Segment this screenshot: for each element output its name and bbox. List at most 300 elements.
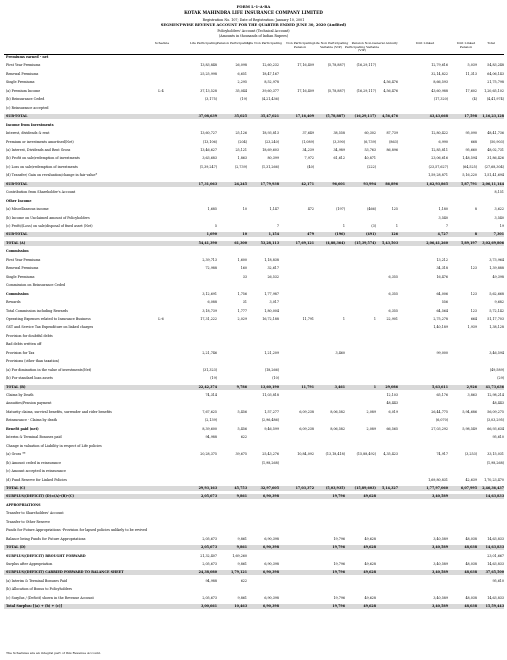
footnote: The Schedules are an integral part of this Revenue Account.	[6, 651, 101, 655]
value-cell: 31	[242, 300, 247, 305]
statement-title: SEGMENT-WISE REVENUE ACCOUNT FOR THE QUARTER ENDED JUNE 30, 2020 (Audited)	[160, 23, 347, 27]
value-cell: 9,861	[237, 595, 247, 600]
value-cell: 472	[307, 207, 314, 212]
row-label: Premium or investments amortised(Net)	[6, 139, 74, 144]
value-cell: 6,355	[388, 308, 398, 313]
value-cell: 39,675	[235, 452, 247, 457]
value-cell: 22,42,374	[198, 384, 217, 389]
value-cell: 7,972	[304, 156, 314, 161]
value-cell: 48,038	[465, 562, 477, 566]
value-cell: 5,039	[467, 63, 477, 68]
value-cell: (64,525)	[462, 164, 477, 169]
value-cell: (23,57,627)	[428, 164, 448, 169]
subtotal-row	[4, 604, 504, 609]
subtotal-row	[4, 182, 504, 187]
value-cell: 60,302	[364, 131, 376, 136]
value-cell: 6,90,398	[264, 562, 279, 566]
table-row	[4, 55, 504, 60]
value-cell: 1,80,004	[264, 308, 279, 313]
value-cell: 26,098	[235, 63, 247, 68]
value-cell: 34,318	[436, 266, 448, 271]
value-cell: 8,151	[494, 190, 504, 195]
column-header-2: Pension Participating	[216, 41, 251, 45]
value-cell: 4,56,476	[381, 114, 398, 119]
value-cell: 6,90,398	[262, 494, 279, 499]
value-cell: (197)	[336, 207, 345, 212]
value-cell: 1,69,80,831	[428, 477, 448, 482]
subtotal-row	[4, 570, 504, 575]
row-label: Change in valuation of Liability in respect of Life policies	[6, 443, 102, 448]
value-cell: 40,871	[364, 156, 376, 161]
value-cell: 19,796	[333, 595, 345, 600]
table-row	[4, 292, 504, 297]
row-label: SUB-TOTAL	[6, 232, 28, 237]
value-cell: 66,93,634	[487, 426, 504, 431]
value-cell: 41,73,636	[485, 384, 504, 389]
value-cell: 1,21,209	[264, 350, 279, 355]
value-cell: (17,320)	[433, 97, 448, 102]
table-row	[4, 249, 504, 254]
value-cell: 54,41,390	[198, 240, 217, 245]
value-cell: 6,019	[388, 409, 398, 414]
value-cell: 34,239	[302, 147, 314, 152]
value-cell: 23,06,616	[431, 156, 448, 161]
table-row	[4, 511, 504, 516]
value-cell: (49,589)	[489, 367, 504, 372]
value-cell: 21,75,798	[487, 80, 504, 85]
table-row	[4, 435, 504, 440]
value-cell: 14,63,833	[485, 545, 504, 550]
value-cell: 49,628	[364, 595, 376, 600]
value-cell: 42,639	[465, 477, 477, 482]
value-cell: 3,40,589	[431, 604, 448, 609]
table-row	[4, 342, 504, 347]
value-cell: 6,088	[207, 300, 217, 305]
value-cell: (15,39,574)	[354, 240, 376, 245]
row-label: (c) Amount accepted in reinsurance	[6, 469, 66, 474]
row-label: Rewards	[6, 300, 21, 305]
value-cell: 17,598	[464, 114, 477, 119]
value-cell: (196)	[334, 232, 345, 237]
value-cell: 2,089	[366, 409, 376, 414]
value-cell: 53,763	[364, 147, 376, 152]
value-cell: 125	[391, 207, 398, 212]
table-row	[4, 478, 504, 483]
value-cell: 10,84,092	[297, 452, 314, 457]
value-cell: 5,456	[237, 409, 247, 414]
value-cell: 25,25,998	[200, 71, 217, 76]
value-cell: (27,68,304)	[484, 164, 504, 169]
value-cell: 17,602	[465, 88, 477, 93]
value-cell: 49,628	[364, 562, 376, 566]
row-label: Renewal Premiums	[6, 71, 39, 76]
value-cell: 160	[240, 266, 247, 271]
value-cell: 17,03,372	[295, 485, 314, 490]
value-cell: 2,05,673	[202, 595, 217, 600]
value-cell: 48,443	[492, 401, 504, 406]
row-label: Reinsurance - Claims by death	[6, 418, 58, 423]
value-cell: 1,38,128	[489, 325, 504, 330]
row-label: Claims by Death	[6, 393, 34, 397]
table-row	[4, 351, 504, 356]
value-cell: 94,988	[205, 578, 217, 583]
value-cell: 15,59,443	[485, 604, 504, 609]
table-row	[4, 300, 504, 305]
value-cell: 48,02,731	[487, 147, 504, 152]
row-label: Commission	[6, 249, 29, 254]
value-cell: 622	[240, 435, 247, 440]
value-cell: 17,31,063	[198, 181, 217, 186]
row-label: SURPLUS/(DEFICIT) CARRIED FORWARD TO BALANCE SHEET	[6, 570, 124, 575]
value-cell: (31,323)	[202, 367, 217, 372]
row-label: Commission on Reinsurance Ceded	[6, 283, 66, 288]
form-title: FORM L-1-A-RA	[236, 4, 271, 9]
table-row	[4, 140, 504, 145]
row-label: (b) Income on Unclaimed amount of Policyholders	[6, 215, 90, 220]
value-cell: 2,926	[466, 384, 477, 389]
value-cell: 12,80,422	[431, 131, 448, 136]
row-label: Renewal Premiums	[6, 266, 39, 271]
row-label: Other Income	[6, 198, 32, 203]
value-cell: 29,086	[385, 384, 398, 389]
table-row	[4, 224, 504, 229]
row-label: Transfer to Shareholders' Account	[6, 511, 64, 516]
value-cell: 17,16,409	[297, 63, 314, 68]
row-label: SUB-TOTAL	[6, 114, 28, 119]
value-cell: 4,56,476	[383, 80, 398, 85]
row-label: SURPLUS/(DEFICIT) BROUGHT FORWARD	[6, 553, 86, 558]
value-cell: 16,476	[436, 274, 448, 279]
value-cell: (10)	[272, 376, 279, 381]
value-cell: (19)	[210, 376, 217, 381]
value-cell: 6,09,238	[299, 426, 314, 431]
value-cell: 3,017	[269, 300, 279, 305]
value-cell: 9,861	[237, 536, 247, 541]
value-cell: 3,40,589	[431, 570, 448, 575]
value-cell: 1,180	[438, 207, 448, 212]
table-row	[4, 131, 504, 136]
value-cell: 8,52,978	[264, 80, 279, 85]
value-cell: 556	[441, 300, 448, 305]
value-cell: 3,73,964	[489, 257, 504, 262]
value-cell: 99,000	[436, 350, 448, 355]
value-cell: 1,48,594	[462, 156, 477, 161]
value-cell: 34,989	[333, 147, 345, 152]
value-cell: 43,60,988	[431, 88, 448, 93]
value-cell: (29)	[497, 376, 504, 381]
value-cell: 74,314	[205, 393, 217, 397]
value-cell: (491)	[365, 232, 376, 237]
value-cell: 5,14,327	[381, 485, 398, 490]
value-cell: 64,006	[436, 291, 448, 296]
subtotal-row	[4, 385, 504, 390]
table-row	[4, 97, 504, 102]
value-cell: 2,05,673	[202, 562, 217, 566]
value-cell: (5,78,887)	[327, 88, 345, 93]
value-cell: 668	[470, 139, 477, 144]
value-cell: 10,463	[234, 604, 247, 609]
value-cell: (5,03,935)	[325, 485, 345, 490]
value-cell: 1,20,65,102	[484, 88, 504, 93]
value-cell: 35,044	[235, 88, 247, 93]
value-cell: 3,40,589	[433, 536, 448, 541]
value-cell: 93,994	[363, 181, 376, 186]
value-cell: 48,038	[465, 595, 477, 600]
row-label: TOTAL (D)	[6, 545, 26, 550]
value-cell: 5	[214, 224, 217, 228]
table-row	[4, 334, 504, 339]
value-cell: 23,01,667	[487, 553, 504, 558]
value-cell: 13,212	[436, 257, 448, 262]
row-label: (b) Reinsurance Ceded	[6, 97, 45, 102]
table-row	[4, 283, 504, 288]
row-label: Provision for Tax	[6, 350, 35, 355]
value-cell: 1,147	[269, 207, 279, 212]
table-row	[4, 106, 504, 111]
table-row	[4, 528, 504, 533]
value-cell: 48,038	[465, 536, 477, 541]
value-cell: 5,94,686	[462, 409, 477, 414]
table-row	[4, 156, 504, 161]
value-cell: 5,87,791	[460, 181, 477, 186]
value-cell: 1,863	[237, 156, 247, 161]
value-cell: 5,63,611	[431, 384, 448, 389]
value-cell: 13,83,848	[200, 63, 217, 68]
value-cell: 1,39,888	[489, 266, 504, 271]
value-cell: 3,40,589	[431, 545, 448, 550]
value-cell: 65,176	[436, 393, 448, 397]
table-row	[4, 444, 504, 449]
value-cell: (1,98,268)	[486, 460, 504, 465]
value-cell: 3,40,589	[433, 595, 448, 600]
value-cell: (6,739)	[363, 139, 376, 144]
value-cell: (3,253)	[464, 452, 477, 457]
value-cell: (2,96,486)	[261, 418, 279, 423]
value-cell: (4,21,436)	[261, 97, 279, 102]
subtotal-row	[4, 232, 504, 237]
value-cell: 7	[276, 224, 279, 228]
value-cell: 96,601	[332, 181, 345, 186]
subtotal-row	[4, 241, 504, 246]
value-cell: 32,97,605	[260, 485, 279, 490]
value-cell: 22,901	[386, 316, 398, 321]
value-cell: 1,57,277	[264, 409, 279, 414]
value-cell: 2,39,713	[202, 257, 217, 262]
value-cell: (3,03,295)	[486, 418, 504, 423]
table-row	[4, 63, 504, 68]
value-cell: 6,355	[388, 291, 398, 296]
value-cell: 5,62,668	[489, 291, 504, 296]
value-cell: (13,18,418)	[325, 452, 345, 457]
value-cell: 3,460	[335, 350, 345, 355]
value-cell: 3,46,594	[489, 350, 504, 355]
row-label: (a) Gross **	[6, 452, 26, 457]
value-cell: (2,739)	[234, 164, 247, 169]
value-cell: 10	[242, 207, 247, 212]
value-cell: 1,18,838	[264, 257, 279, 262]
value-cell: 37,65,500	[485, 570, 504, 575]
value-cell: 37,13,528	[200, 88, 217, 93]
table-row	[4, 562, 504, 567]
value-cell: 43,43,668	[429, 114, 448, 119]
value-cell: 19,796	[332, 545, 345, 550]
value-cell: 21,32,407	[200, 553, 217, 558]
table-row	[4, 596, 504, 601]
value-cell: 1,756	[237, 291, 247, 296]
table-row	[4, 359, 504, 364]
row-label: Operating Expenses related to Insurance Business	[6, 316, 91, 321]
value-cell: 64,06,143	[487, 71, 504, 76]
table-row	[4, 173, 504, 178]
value-cell: (4)	[472, 97, 477, 102]
value-cell: 48,038	[464, 604, 477, 609]
value-cell: 2,05,673	[200, 545, 217, 550]
value-cell: 19	[499, 224, 504, 228]
row-label: (b) For standard loan assets	[6, 376, 53, 381]
value-cell: 1	[395, 224, 398, 228]
value-cell: 3,00,661	[200, 604, 217, 609]
value-cell: 49,628	[363, 604, 376, 609]
row-label: Total Commission including Rewards	[6, 308, 68, 313]
table-row	[4, 89, 504, 94]
value-cell: 9,786	[236, 384, 247, 389]
value-cell: 17,16,409	[297, 88, 314, 93]
value-cell: 12,85,811	[431, 147, 448, 152]
value-cell: 13,60,190	[260, 384, 279, 389]
value-cell: 18,93,813	[262, 131, 279, 136]
value-cell: (3,390)	[332, 139, 345, 144]
value-cell: 54,83,248	[487, 63, 504, 68]
value-cell: 27,03,292	[431, 426, 448, 431]
value-cell: 86,896	[386, 147, 398, 152]
row-label: First Year Premiums	[6, 63, 41, 68]
value-cell: 19,796	[332, 604, 345, 609]
row-label: Interim & Terminal Bonuses paid	[6, 435, 62, 440]
value-cell: (3,175)	[204, 97, 217, 102]
value-cell: 12,98,214	[487, 393, 504, 397]
value-cell: 12,60,232	[262, 63, 279, 68]
row-label: Transfer to Other Reserve	[6, 519, 50, 524]
account-subtitle: Policyholders' Account (Technical Account)	[217, 29, 290, 33]
value-cell: 8,06,582	[330, 409, 345, 414]
value-cell: 61,300	[234, 240, 247, 245]
value-cell: 5,72,142	[489, 308, 504, 313]
value-cell: (15,88,492)	[356, 452, 376, 457]
value-cell: 5,16,220	[462, 173, 477, 178]
table-row	[4, 469, 504, 474]
value-cell: (2,139)	[204, 418, 217, 423]
value-cell: 18,47,167	[262, 71, 279, 76]
value-cell: (863)	[389, 139, 398, 144]
value-cell: 8,06,582	[330, 426, 345, 431]
table-row	[4, 258, 504, 263]
row-label: (b) Amount ceded in reinsurance	[6, 460, 62, 465]
value-cell: 1,69,260	[232, 553, 247, 558]
value-cell: 123	[470, 266, 477, 271]
value-cell: 11,03,818	[262, 393, 279, 397]
value-cell: 1,59,28,871	[428, 173, 448, 178]
value-cell: 17,16,409	[295, 114, 314, 119]
value-cell: 61,612	[333, 156, 345, 161]
table-row	[4, 410, 504, 415]
row-label: Interest, dividends & rent	[6, 131, 50, 136]
value-cell: 1,70,23,470	[484, 477, 504, 482]
amounts-note: (Amounts in thousands of Indian Rupees)	[218, 34, 289, 38]
row-label: TOTAL (C)	[6, 485, 26, 490]
value-cell: 6,90,398	[264, 595, 279, 600]
table-row	[4, 165, 504, 170]
table-row	[4, 393, 504, 398]
value-cell: 5,43,503	[381, 240, 398, 245]
value-cell: 64,564	[436, 308, 448, 313]
value-cell: 1	[342, 224, 345, 228]
value-cell: 9,861	[237, 562, 247, 566]
value-cell: 35,47,021	[260, 114, 279, 119]
value-cell: 72,988	[205, 266, 217, 271]
table-row	[4, 190, 504, 195]
value-cell: 6,990	[438, 139, 448, 144]
value-cell: 11,791	[302, 316, 314, 321]
value-cell: 13,60,727	[200, 131, 217, 136]
row-label: Single Premiums	[6, 80, 35, 85]
value-cell: 49,628	[364, 536, 376, 541]
value-cell: 95,610	[492, 578, 504, 583]
value-cell: (204)	[238, 139, 247, 144]
value-cell: 13,46,627	[200, 147, 217, 152]
row-label: Provisions (other than taxation)	[6, 359, 60, 364]
table-row	[4, 554, 504, 559]
value-cell: 45,753	[234, 485, 247, 490]
row-label: Single Premiums	[6, 274, 35, 279]
row-label: SUB-TOTAL	[6, 181, 28, 186]
value-cell: 2,75,278	[433, 316, 448, 321]
value-cell: 49,628	[363, 545, 376, 550]
table-row	[4, 317, 504, 322]
value-cell: 8,66,593	[433, 80, 448, 85]
value-cell: 9,861	[236, 545, 247, 550]
value-cell: (5,78,887)	[327, 63, 345, 68]
value-cell: 1,40,189	[433, 325, 448, 330]
schedule-cell: L-4	[158, 88, 164, 93]
value-cell: 80,399	[267, 156, 279, 161]
row-label: Income from Investments	[6, 122, 54, 127]
value-cell: 37,649	[302, 131, 314, 136]
value-cell: 26,44,775	[431, 409, 448, 414]
value-cell: 49,628	[363, 494, 376, 499]
table-row	[4, 148, 504, 153]
value-cell: 1,16,23,128	[482, 114, 504, 119]
table-row	[4, 199, 504, 204]
value-cell: 14,63,833	[487, 536, 504, 541]
column-header-3: Life Non Participating	[247, 41, 282, 45]
column-header-8: Unit Linked	[415, 41, 435, 45]
value-cell: (16,29,117)	[356, 88, 376, 93]
value-cell: 1,79,121	[230, 570, 247, 575]
value-cell: 17,31,222	[200, 316, 217, 321]
value-cell: 1,62,93,865	[426, 181, 448, 186]
subtotal-row	[4, 486, 504, 491]
table-row	[4, 368, 504, 373]
table-row	[4, 72, 504, 77]
value-cell: 3,40,589	[433, 562, 448, 566]
value-cell: (3)	[371, 224, 376, 228]
value-cell: 33	[242, 274, 247, 279]
value-cell: 10	[242, 232, 247, 237]
row-label: (d) Fund Reserve for Linked Policies	[6, 477, 67, 482]
row-label: (a) For diminution in the value of investments(Net)	[6, 367, 92, 372]
value-cell: 25,121	[235, 147, 247, 152]
column-header-4: Non Participating Pension	[286, 41, 314, 49]
